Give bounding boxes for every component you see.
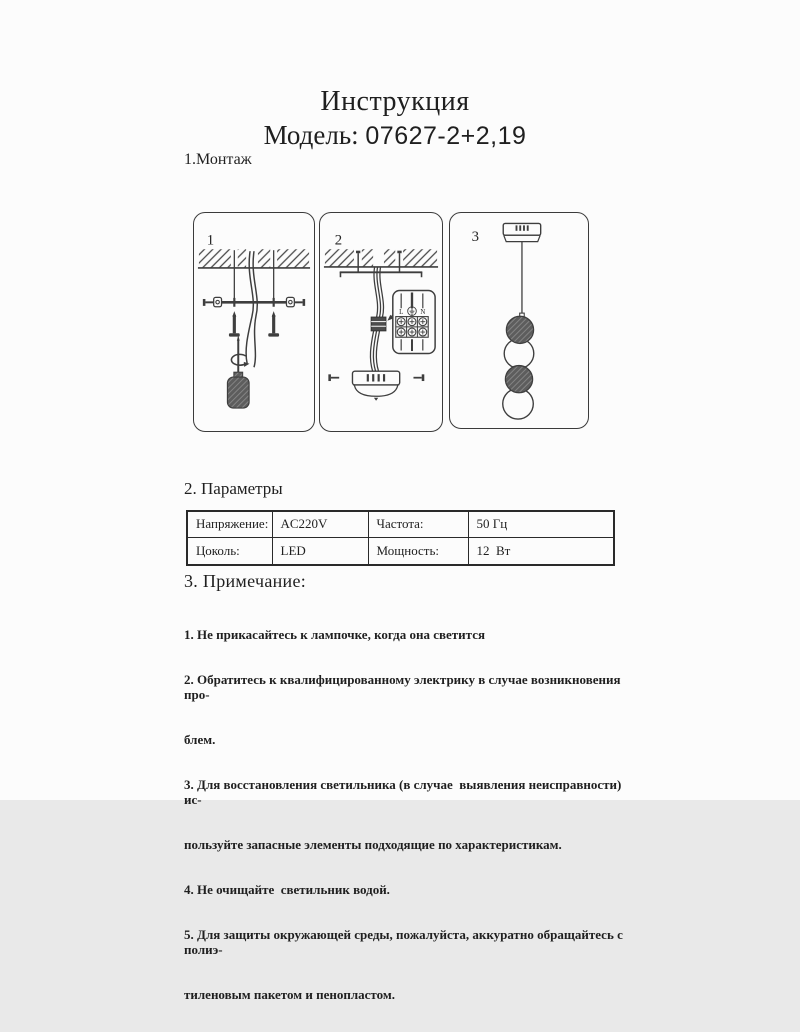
param-value-power: 12 Вт: [468, 537, 614, 565]
installation-step-3-panel: [449, 212, 589, 429]
terminal-detail-inset: [393, 291, 435, 354]
note-line: 3. Для восстановления светильника (в случае выявления неисправности) ис-: [184, 777, 625, 807]
glass-ball-dark-1: [506, 316, 533, 343]
step-number: 3: [471, 229, 480, 246]
pendant-balls: [503, 316, 534, 419]
section-heading-montage: 1.Монтаж: [184, 151, 252, 168]
note-line: 5. Для защиты окружающей среды, пожалуйста, аккуратно обращайтесь с полиэ-: [184, 927, 627, 957]
param-value-voltage: AC220V: [272, 511, 368, 537]
document-title: Инструкция: [320, 86, 470, 117]
table-row: [187, 511, 614, 537]
bracket-mounting-diagram: [194, 213, 314, 431]
glass-ball-dark-2: [505, 366, 532, 393]
ceiling-hatch: [324, 248, 438, 267]
note-line: 2. Обратитесь к квалифицированному электрику в случае возникновения про-: [184, 672, 624, 702]
param-label-voltage: Напряжение:: [187, 511, 272, 537]
ceiling-canopy: [503, 223, 540, 241]
model-number: 07627-2+2,19: [365, 122, 527, 150]
parameters-table: [186, 510, 615, 566]
param-value-frequency: 50 Гц: [468, 511, 614, 537]
installation-step-2-panel: [319, 212, 443, 432]
installation-step-1-panel: [193, 212, 315, 432]
note-line: блем.: [184, 732, 216, 747]
param-label-socket: Цоколь:: [187, 537, 272, 565]
param-value-socket: LED: [272, 537, 368, 565]
note-line: 1. Не прикасайтесь к лампочке, когда она светится: [184, 627, 485, 642]
param-label-power: Мощность:: [368, 537, 468, 565]
section-heading-params: 2. Параметры: [184, 479, 283, 498]
step-number: 1: [206, 232, 215, 249]
step-number: 2: [334, 232, 343, 249]
suspension-cord: [520, 242, 525, 318]
terminal-label-neutral: N: [420, 309, 426, 317]
section-heading-notes: 3. Примечание:: [184, 571, 307, 591]
model-line: [180, 120, 610, 151]
wiring-connection-diagram: [320, 213, 442, 431]
param-label-frequency: Частота:: [368, 511, 468, 537]
table-row: [187, 537, 614, 565]
note-line: 4. Не очищайте светильник водой.: [184, 882, 390, 897]
note-line: тиленовым пакетом и пенопластом.: [184, 987, 395, 1002]
model-label: Модель:: [263, 120, 359, 150]
notes-list: [184, 597, 630, 1032]
terminal-label-live: L: [399, 309, 404, 317]
assembled-pendant-diagram: [450, 213, 588, 428]
note-line: пользуйте запасные элементы подходящие по характеристикам.: [184, 837, 562, 852]
ceiling-canopy: [352, 371, 399, 401]
